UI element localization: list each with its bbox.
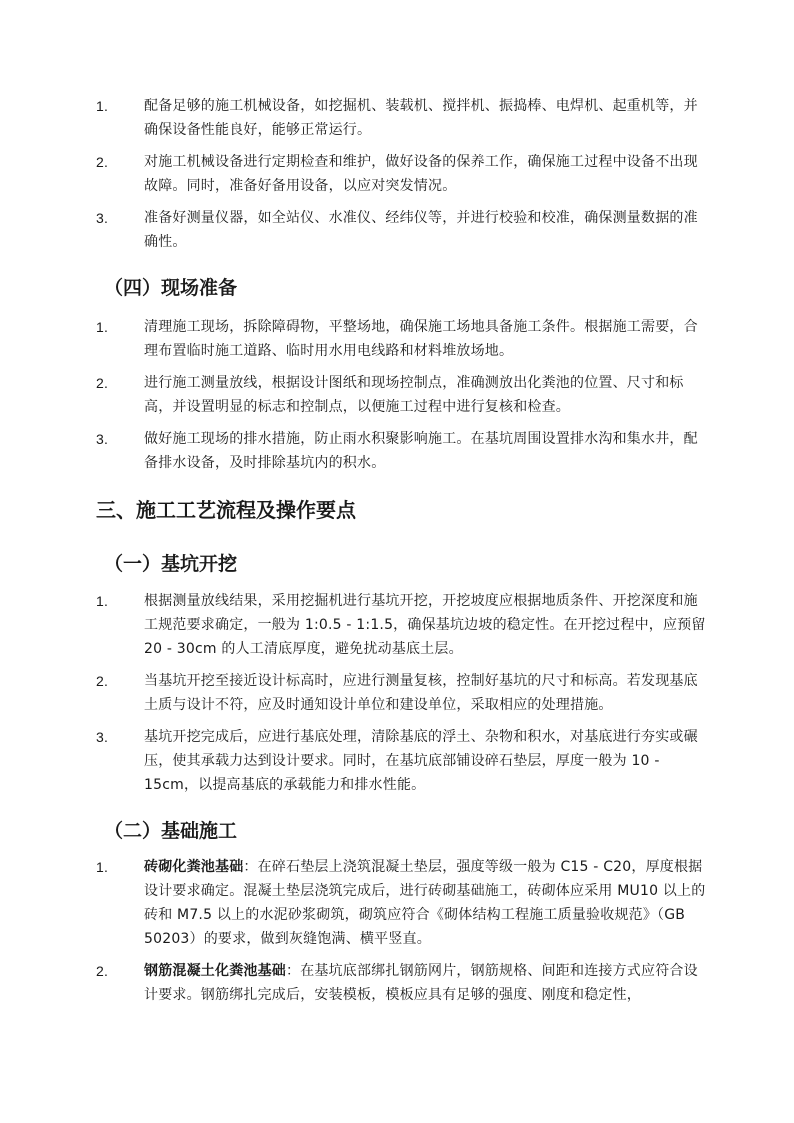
list-item-lead: 砖砌化粪池基础 xyxy=(144,859,244,875)
list-text: 根据测量放线结果，采用挖掘机进行基坑开挖，开挖坡度应根据地质条件、开挖深度和施工规范要求确定，一般为 1:0.5 - 1:1.5，确保基坑边坡的稳定性。在开挖过程中，应预留 20 - 30cm 的人工清底厚度，避免扰动基底土层。 xyxy=(144,593,706,657)
list-number: 1. xyxy=(96,593,109,609)
list-item xyxy=(96,589,706,661)
list-text xyxy=(144,855,706,951)
list-text: 清理施工现场，拆除障碍物，平整场地，确保施工场地具备施工条件。根据施工需要，合理布置临时施工道路、临时用水用电线路和材料堆放场地。 xyxy=(144,319,698,359)
list-number: 2. xyxy=(96,963,109,979)
list-number: 3. xyxy=(96,210,109,226)
list-item-body: ：在碎石垫层上浇筑混凝土垫层，强度等级一般为 C15 - C20，厚度根据设计要求确定。混凝土垫层浇筑完成后，进行砖砌基础施工，砖砌体应采用 MU10 以上的砖和 M7.5 以上的水泥砂浆砌筑，砌筑应符合《砌体结构工程施工质量验收规范》（GB 50203）的要求，做到灰缝饱满、横平竖直。 xyxy=(144,859,706,947)
list-number: 1. xyxy=(96,319,109,335)
list-item xyxy=(96,959,706,1007)
list-text: 对施工机械设备进行定期检查和维护，做好设备的保养工作，确保施工过程中设备不出现故障。同时，准备好备用设备，以应对突发情况。 xyxy=(144,154,698,194)
list-item xyxy=(96,150,706,198)
list-text: 当基坑开挖至接近设计标高时，应进行测量复核，控制好基坑的尺寸和标高。若发现基底土质与设计不符，应及时通知设计单位和建设单位，采取相应的处理措施。 xyxy=(144,673,698,713)
list-text xyxy=(144,959,706,1007)
list-number: 1. xyxy=(96,98,109,114)
list-number: 2. xyxy=(96,673,109,689)
list-item xyxy=(96,371,706,419)
list-item xyxy=(96,855,706,951)
list-text: 进行施工测量放线，根据设计图纸和现场控制点，准确测放出化粪池的位置、尺寸和标高，并设置明显的标志和控制点，以便施工过程中进行复核和检查。 xyxy=(144,375,684,415)
list-item xyxy=(96,206,706,254)
list-item-lead: 钢筋混凝土化粪池基础 xyxy=(144,963,286,979)
list-number: 2. xyxy=(96,154,109,170)
list-text: 配备足够的施工机械设备，如挖掘机、装载机、搅拌机、振捣棒、电焊机、起重机等，并确保设备性能良好，能够正常运行。 xyxy=(144,98,698,138)
list-number: 1. xyxy=(96,859,109,875)
list-item xyxy=(96,725,706,797)
equipment-list xyxy=(96,94,706,254)
chapter-heading: 三、施工工艺流程及操作要点 xyxy=(96,498,356,522)
excavation-list xyxy=(96,589,706,797)
list-item xyxy=(96,315,706,363)
list-item xyxy=(96,94,706,142)
section-heading-foundation: （二）基础施工 xyxy=(104,820,238,842)
list-text: 基坑开挖完成后，应进行基底处理，清除基底的浮土、杂物和积水，对基底进行夯实或碾压，使其承载力达到设计要求。同时，在基坑底部铺设碎石垫层，厚度一般为 10 - 15cm，以提高基底的承载能力和排水性能。 xyxy=(144,729,698,793)
foundation-list xyxy=(96,855,706,1007)
list-item xyxy=(96,427,706,475)
list-item-body: ：在基坑底部绑扎钢筋网片，钢筋规格、间距和连接方式应符合设计要求。钢筋绑扎完成后，安装模板，模板应具有足够的强度、刚度和稳定性， xyxy=(144,963,698,1003)
list-item xyxy=(96,669,706,717)
list-text: 准备好测量仪器，如全站仪、水准仪、经纬仪等，并进行校验和校准，确保测量数据的准确性。 xyxy=(144,210,698,250)
list-number: 2. xyxy=(96,375,109,391)
site-prep-list xyxy=(96,315,706,475)
list-number: 3. xyxy=(96,431,109,447)
section-heading-site-prep: （四）现场准备 xyxy=(104,277,238,299)
section-heading-excavation: （一）基坑开挖 xyxy=(104,553,238,575)
list-number: 3. xyxy=(96,729,109,745)
list-text: 做好施工现场的排水措施，防止雨水积聚影响施工。在基坑周围设置排水沟和集水井，配备排水设备，及时排除基坑内的积水。 xyxy=(144,431,698,471)
